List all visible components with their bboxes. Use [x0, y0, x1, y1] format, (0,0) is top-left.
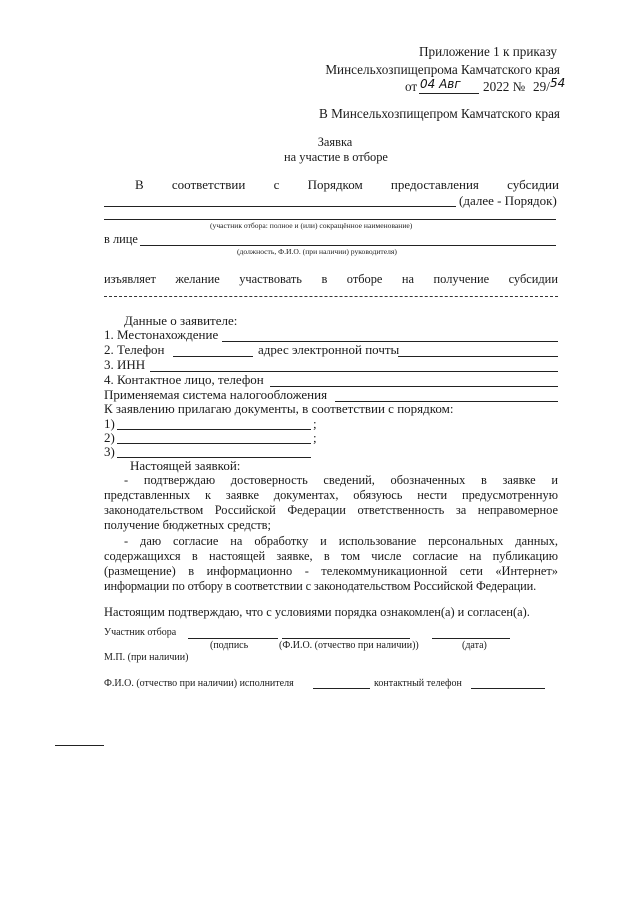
- intro-word: предоставления: [390, 177, 479, 192]
- confirmation-text: Настоящим подтверждаю, что с условиями порядка ознакомлен(а) и согласен(а).: [104, 605, 530, 619]
- subsidy-name-field[interactable]: [104, 206, 456, 207]
- tax-label: Применяемая система налогообложения: [104, 387, 328, 402]
- declaration-heading: Настоящей заявкой:: [130, 458, 241, 473]
- intro-word: Порядком: [307, 177, 363, 192]
- intro-word: субсидии: [507, 177, 559, 192]
- wish-word: на: [401, 272, 415, 286]
- order-number: 29/: [533, 79, 550, 94]
- email-field[interactable]: [398, 356, 558, 357]
- declaration-line: - даю согласие на обработку и использование персональных данных,: [124, 534, 558, 548]
- date-handwritten: 04 Авг: [420, 77, 461, 91]
- form-title: Заявка: [317, 135, 353, 149]
- addressee: В Минсельхозпищепром Камчатского края: [318, 106, 560, 121]
- footnote-separator: [55, 745, 104, 746]
- in-person-label: в лице: [104, 232, 138, 246]
- appendix-line: Приложение 1 к приказу: [419, 44, 557, 59]
- applicant-heading: Данные о заявителе:: [124, 313, 238, 328]
- doc-number: 3): [104, 444, 115, 459]
- wish-word: получение: [433, 272, 490, 286]
- intro-line: [135, 177, 559, 193]
- contact-label: 4. Контактное лицо, телефон: [104, 372, 264, 387]
- wish-word: субсидии: [508, 272, 558, 286]
- wish-word: желание: [175, 272, 220, 286]
- document-1-field[interactable]: [117, 429, 311, 430]
- participant-name-field[interactable]: [104, 219, 556, 220]
- declaration-line: - подтверждаю достоверность сведений, обозначенных в заявке и: [124, 473, 558, 487]
- date-year: 2022 №: [483, 79, 526, 94]
- doc-number: 2): [104, 430, 115, 445]
- executor-label: Ф.И.О. (отчество при наличии) исполнителя: [104, 678, 294, 689]
- declaration-line: получение бюджетных средств;: [104, 518, 271, 532]
- email-label: адрес электронной почты: [258, 342, 400, 357]
- date-caption: (дата): [462, 640, 487, 651]
- date-field[interactable]: [432, 638, 510, 639]
- wish-word: изъявляет: [104, 272, 156, 286]
- stamp-label: М.П. (при наличии): [104, 652, 189, 663]
- inn-label: 3. ИНН: [104, 357, 146, 372]
- executor-phone-field[interactable]: [471, 688, 545, 689]
- executor-field[interactable]: [313, 688, 370, 689]
- subsidy-purpose-field[interactable]: [104, 296, 558, 297]
- intro-word: В: [135, 177, 144, 192]
- declaration-line: информации по отбору в соответствии с законодательством Российской Федерации.: [104, 579, 537, 593]
- intro-word: с: [273, 177, 280, 192]
- participant-label: Участник отбора: [104, 627, 177, 638]
- form-subtitle: на участие в отборе: [284, 150, 388, 164]
- location-label: 1. Местонахождение: [104, 327, 219, 342]
- date-prefix: от: [405, 79, 418, 94]
- ministry-line: Минсельхозпищепрома Камчатского края: [325, 62, 560, 77]
- doc-semicolon: ;: [313, 430, 317, 445]
- declaration-line: законодательством Российской Федерации ответственность за неправомерное: [104, 503, 558, 517]
- executor-phone-label: контактный телефон: [374, 678, 462, 689]
- fio-caption: (Ф.И.О. (отчество при наличии)): [279, 640, 419, 651]
- wish-line: [104, 272, 558, 287]
- fio-field[interactable]: [282, 638, 410, 639]
- phone-label: 2. Телефон: [104, 342, 165, 357]
- signature-field[interactable]: [188, 638, 278, 639]
- position-caption: (должность, Ф.И.О. (при наличии) руководителя): [237, 247, 397, 256]
- declaration-line: представленных к заявке документах, обязуюсь нести предусмотренную: [104, 488, 558, 502]
- wish-word: в: [321, 272, 328, 286]
- attach-label: К заявлению прилагаю документы, в соответствии с порядком:: [104, 401, 454, 416]
- wish-word: участвовать: [239, 272, 302, 286]
- declaration-line: (размещение) в информационно - телекоммуникационной сети «Интернет»: [104, 564, 558, 578]
- phone-field[interactable]: [173, 356, 253, 357]
- intro-suffix: (далее - Порядок): [459, 193, 557, 208]
- doc-number: 1): [104, 416, 115, 431]
- signature-caption: (подпись: [210, 640, 249, 651]
- doc-semicolon: ;: [313, 416, 317, 431]
- number-handwritten: 54: [550, 76, 566, 90]
- head-position-field[interactable]: [140, 245, 556, 246]
- intro-word: соответствии: [171, 177, 246, 192]
- order-date-line: [405, 76, 566, 95]
- document-2-field[interactable]: [117, 443, 311, 444]
- wish-word: отборе: [346, 272, 383, 286]
- participant-caption: (участник отбора: полное и (или) сокращённое наименование): [210, 221, 413, 230]
- declaration-line: содержащихся в настоящей заявке, в том числе согласие на публикацию: [104, 549, 558, 563]
